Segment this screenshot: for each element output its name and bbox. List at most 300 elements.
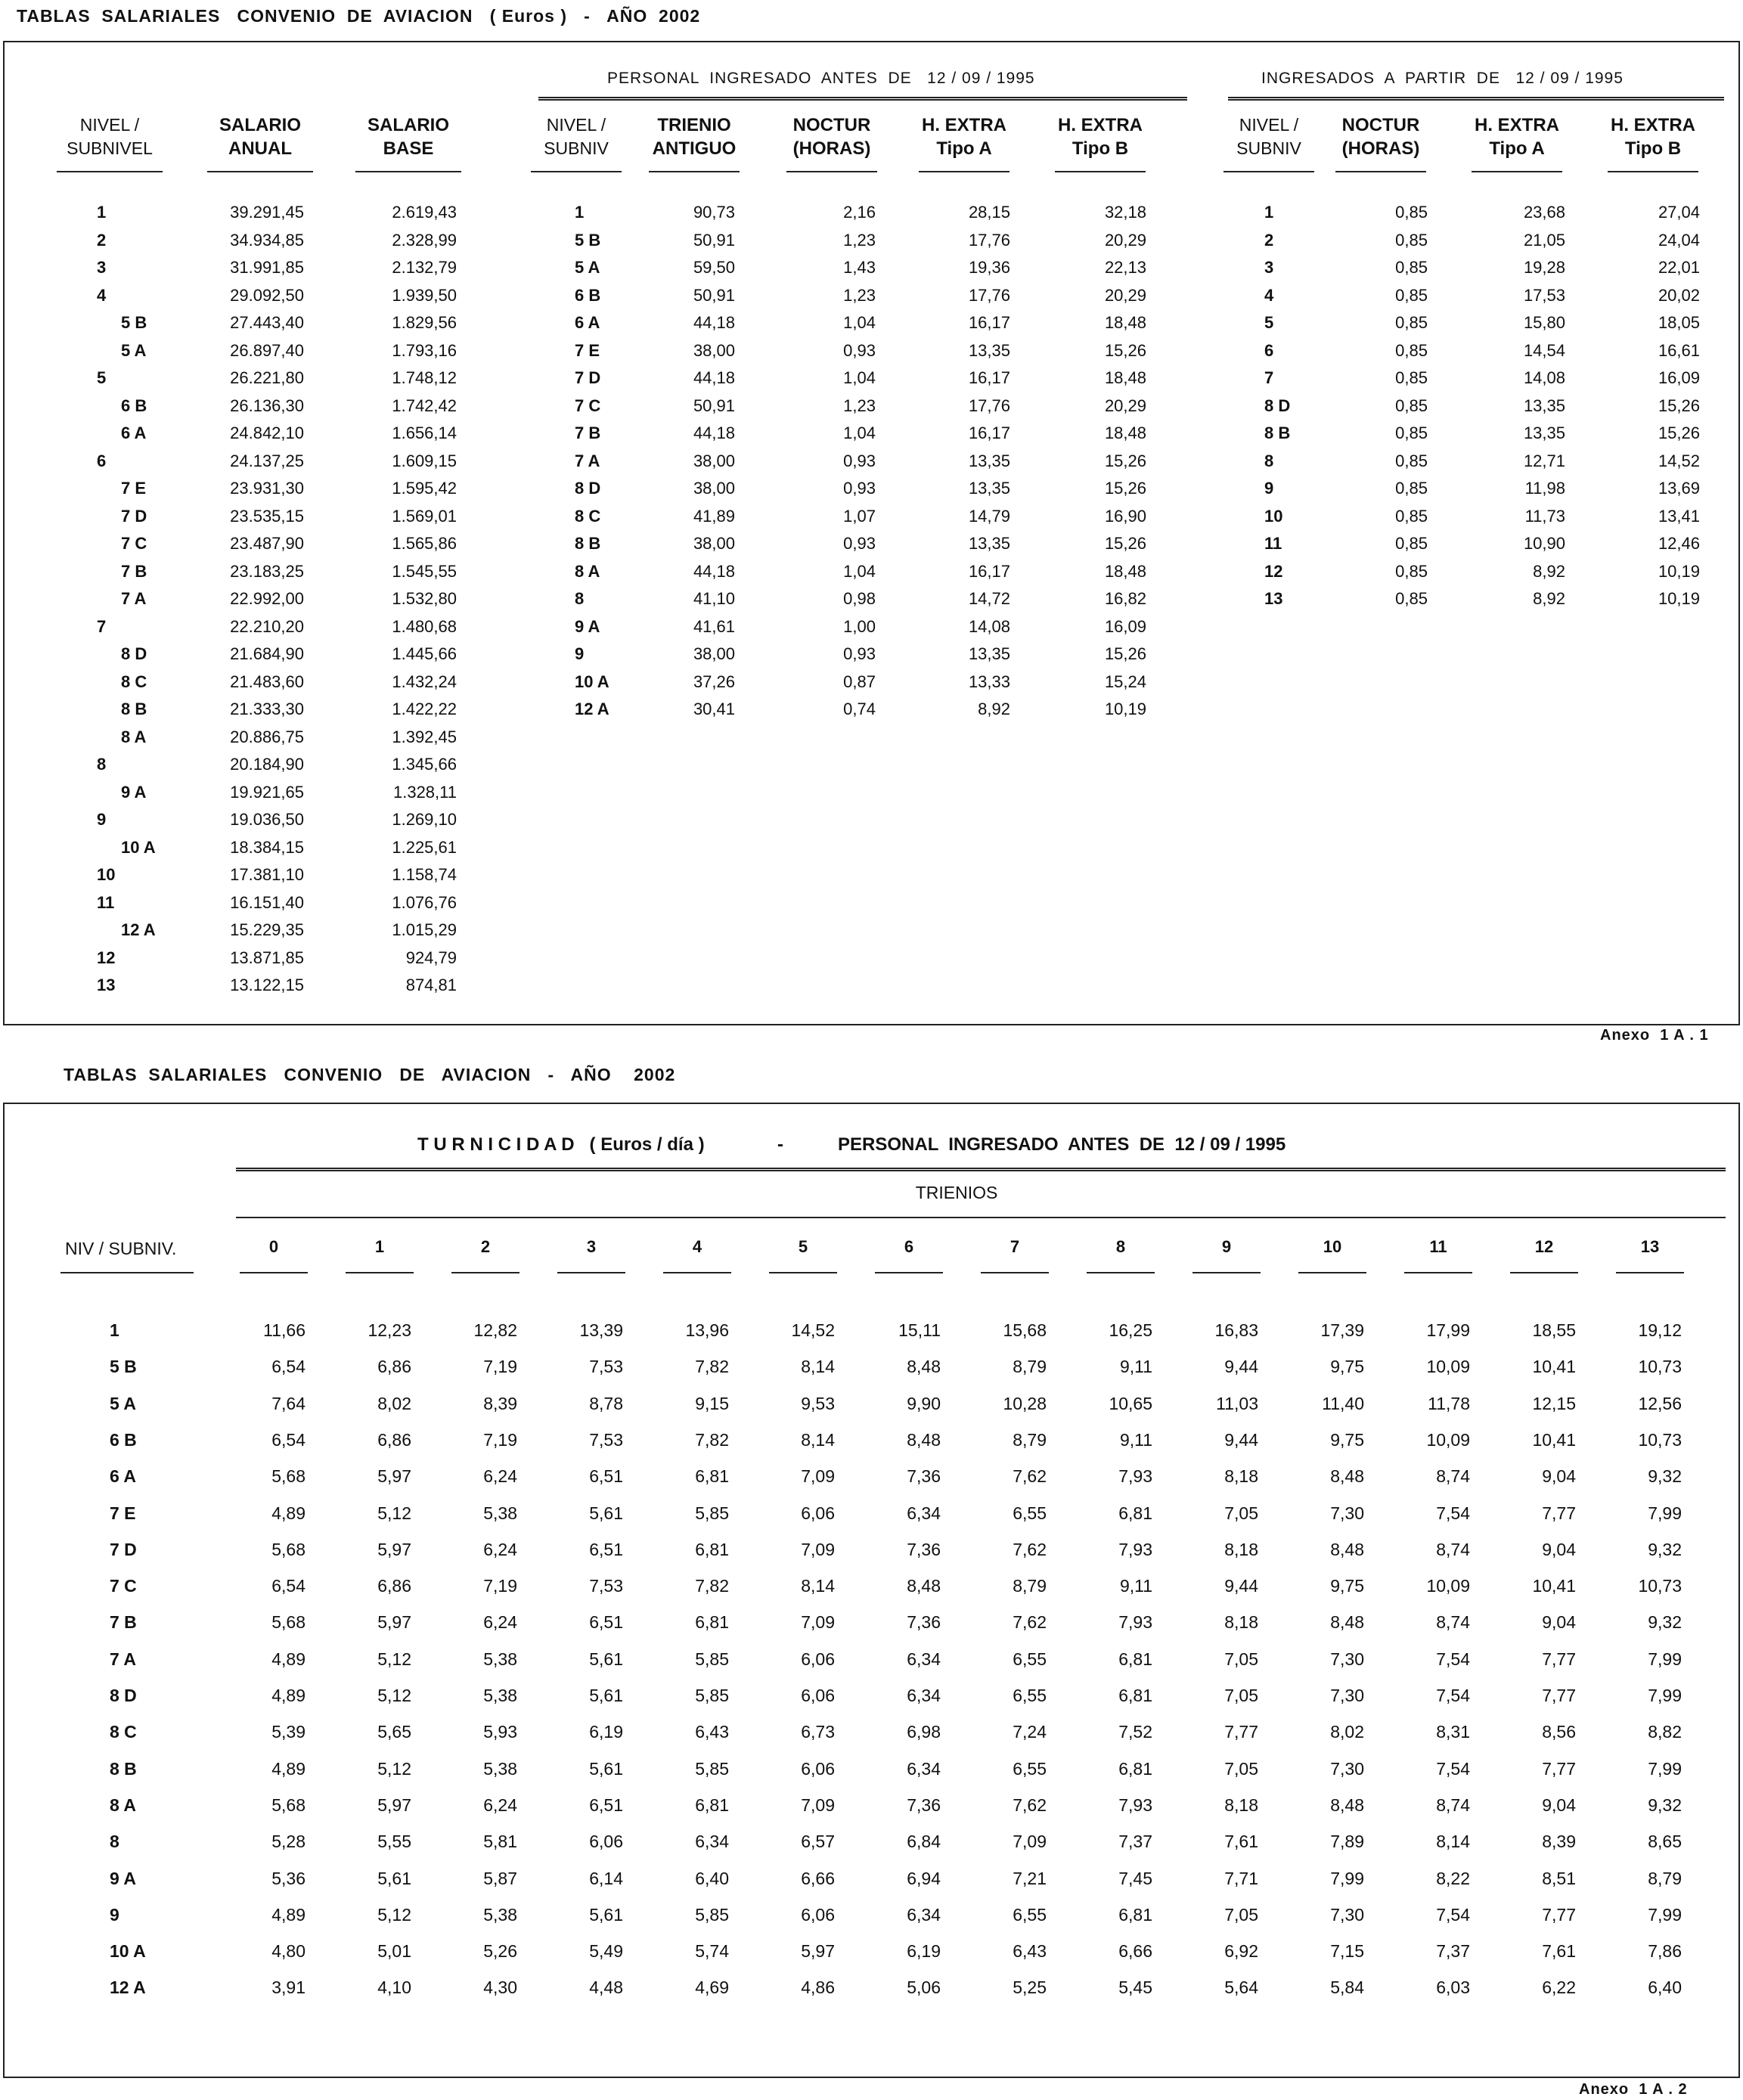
mid-row-noctur: 0,98 — [843, 589, 876, 608]
t2-cell: 5,87 — [483, 1869, 517, 1888]
right-row-noctur: 0,85 — [1395, 368, 1428, 387]
trienio-col-5: 5 — [798, 1237, 808, 1256]
t2-cell: 11,78 — [1428, 1394, 1470, 1413]
left-row-level: 7 — [97, 617, 107, 636]
mid-row-level: 8 D — [575, 479, 601, 498]
t2-cell: 12,15 — [1532, 1394, 1576, 1413]
trienio-col-rule — [1404, 1272, 1472, 1273]
mid-header-2-line1: NOCTUR — [792, 115, 871, 135]
right-row-extra-a: 11,73 — [1524, 507, 1565, 526]
mid-row-noctur: 2,16 — [843, 203, 876, 222]
t2-cell: 7,62 — [1013, 1612, 1047, 1632]
left-row-level: 1 — [97, 203, 107, 222]
left-row-level: 2 — [97, 231, 107, 250]
right-header-1-line2: (HORAS) — [1341, 138, 1420, 159]
t2-cell: 7,54 — [1436, 1905, 1470, 1925]
t2-cell: 6,54 — [271, 1357, 305, 1376]
t2-cell: 4,89 — [271, 1759, 305, 1779]
t2-cell: 5,06 — [907, 1977, 941, 1997]
left-row-base: 1.015,29 — [392, 920, 457, 939]
t2-cell: 7,82 — [695, 1576, 729, 1596]
t2-cell: 5,12 — [377, 1905, 411, 1925]
t2-cell: 5,61 — [589, 1759, 623, 1779]
t2-cell: 5,38 — [483, 1686, 517, 1705]
mid-row-trienio: 44,18 — [693, 562, 735, 581]
t2-cell: 6,66 — [1118, 1941, 1152, 1961]
t2-cell: 5,38 — [483, 1649, 517, 1669]
t2-heading-rule — [236, 1168, 1726, 1171]
t2-heading-personal: PERSONAL INGRESADO ANTES DE 12 / 09 / 1995 — [838, 1134, 1286, 1155]
trienio-col-4: 4 — [692, 1237, 702, 1256]
mid-row-trienio: 41,89 — [693, 507, 735, 526]
trienio-col-8: 8 — [1115, 1237, 1126, 1256]
mid-row-extra-b: 15,26 — [1104, 644, 1146, 663]
t2-cell: 8,02 — [1330, 1722, 1364, 1742]
mid-row-extra-a: 16,17 — [968, 562, 1010, 581]
t2-cell: 16,83 — [1214, 1320, 1258, 1340]
t2-row-label: 8 A — [110, 1795, 136, 1815]
t2-cell: 7,77 — [1542, 1503, 1576, 1523]
mid-row-level: 9 A — [575, 617, 600, 636]
t2-cell: 7,30 — [1330, 1649, 1364, 1669]
t2-cell: 5,74 — [695, 1941, 729, 1961]
t2-cell: 9,44 — [1224, 1576, 1258, 1596]
t2-cell: 7,62 — [1013, 1795, 1047, 1815]
left-row-base: 1.225,61 — [392, 838, 457, 857]
mid-row-extra-b: 15,26 — [1104, 451, 1146, 470]
trienio-col-rule — [1192, 1272, 1261, 1273]
t2-cell: 6,81 — [695, 1612, 729, 1632]
t2-cell: 7,30 — [1330, 1686, 1364, 1705]
t2-row-label: 1 — [110, 1320, 119, 1340]
t2-cell: 6,34 — [907, 1503, 941, 1523]
trienio-col-2: 2 — [480, 1237, 491, 1256]
t2-cell: 7,82 — [695, 1357, 729, 1376]
mid-row-extra-a: 13,35 — [968, 644, 1010, 663]
t2-cell: 7,36 — [907, 1466, 941, 1486]
t2-cell: 6,06 — [801, 1905, 835, 1925]
left-row-annual: 20.184,90 — [230, 755, 304, 774]
left-row-annual: 23.931,30 — [230, 479, 304, 498]
left-row-level: 12 — [97, 948, 116, 967]
left-row-annual: 21.684,90 — [230, 644, 304, 663]
t2-cell: 8,51 — [1542, 1869, 1576, 1888]
left-row-base: 1.748,12 — [392, 368, 457, 387]
t2-cell: 6,55 — [1013, 1686, 1047, 1705]
mid-row-noctur: 0,93 — [843, 644, 876, 663]
mid-header-1-line1: TRIENIO — [657, 115, 731, 135]
table2-annex: Anexo 1 A . 2 — [1579, 2081, 1688, 2098]
t2-cell: 7,54 — [1436, 1759, 1470, 1779]
left-row-annual: 17.381,10 — [230, 865, 304, 884]
t2-cell: 5,97 — [801, 1941, 835, 1961]
t2-cell: 9,04 — [1542, 1466, 1576, 1486]
left-row-level: 4 — [97, 286, 107, 305]
t2-cell: 9,32 — [1648, 1466, 1682, 1486]
left-header-2-line1: SALARIO — [368, 115, 449, 135]
mid-header-1-line2: ANTIGUO — [652, 138, 737, 159]
right-row-extra-b: 13,41 — [1658, 507, 1700, 526]
t2-cell: 6,66 — [801, 1869, 835, 1888]
t2-cell: 10,09 — [1426, 1357, 1470, 1376]
left-row-annual: 23.535,15 — [230, 507, 304, 526]
right-row-extra-b: 10,19 — [1658, 562, 1700, 581]
t2-cell: 7,61 — [1224, 1832, 1258, 1851]
t2-cell: 6,51 — [589, 1612, 623, 1632]
t2-cell: 5,38 — [483, 1503, 517, 1523]
right-row-extra-a: 10,90 — [1523, 534, 1565, 553]
t2-cell: 5,26 — [483, 1941, 517, 1961]
t2-cell: 6,34 — [907, 1759, 941, 1779]
left-row-base: 1.158,74 — [392, 865, 457, 884]
t2-cell: 7,99 — [1648, 1905, 1682, 1925]
mid-row-trienio: 38,00 — [693, 341, 735, 360]
t2-cell: 5,01 — [377, 1941, 411, 1961]
right-header-3-rule — [1608, 171, 1698, 172]
t2-cell: 10,09 — [1426, 1430, 1470, 1450]
left-row-annual: 13.871,85 — [230, 948, 304, 967]
t2-cell: 8,14 — [801, 1357, 835, 1376]
t2-cell: 6,92 — [1224, 1941, 1258, 1961]
right-group-heading: INGRESADOS A PARTIR DE 12 / 09 / 1995 — [1261, 70, 1624, 87]
mid-row-trienio: 37,26 — [693, 672, 735, 691]
mid-row-trienio: 59,50 — [693, 258, 735, 277]
t2-cell: 5,12 — [377, 1759, 411, 1779]
t2-cell: 8,48 — [907, 1576, 941, 1596]
t2-cell: 4,10 — [377, 1977, 411, 1997]
mid-header-4-rule — [1055, 171, 1146, 172]
t2-cell: 7,77 — [1542, 1905, 1576, 1925]
right-row-extra-b: 24,04 — [1658, 231, 1700, 250]
mid-row-extra-a: 16,17 — [968, 423, 1010, 442]
t2-cell: 5,97 — [377, 1612, 411, 1632]
mid-row-extra-a: 16,17 — [968, 368, 1010, 387]
t2-row-label: 8 C — [110, 1722, 137, 1742]
t2-cell: 5,97 — [377, 1795, 411, 1815]
right-row-extra-b: 20,02 — [1658, 286, 1700, 305]
t2-cell: 11,40 — [1322, 1394, 1364, 1413]
t2-cell: 5,85 — [695, 1686, 729, 1705]
mid-header-0-line1: NIVEL / — [546, 115, 606, 135]
trienio-col-1: 1 — [374, 1237, 385, 1256]
left-row-base: 924,79 — [405, 948, 457, 967]
left-row-level: 8 — [97, 755, 107, 774]
t2-cell: 6,81 — [1118, 1759, 1152, 1779]
t2-cell: 9,11 — [1119, 1430, 1152, 1450]
right-row-noctur: 0,85 — [1395, 562, 1428, 581]
mid-group-heading: PERSONAL INGRESADO ANTES DE 12 / 09 / 1995 — [607, 70, 1035, 87]
mid-row-extra-a: 14,08 — [968, 617, 1010, 636]
mid-row-extra-a: 8,92 — [978, 699, 1010, 718]
t2-row-header-rule — [60, 1272, 194, 1273]
t2-cell: 7,71 — [1224, 1869, 1258, 1888]
t2-cell: 6,40 — [695, 1869, 729, 1888]
mid-row-extra-b: 32,18 — [1104, 203, 1146, 222]
left-row-base: 1.565,86 — [392, 534, 457, 553]
mid-header-2-rule — [786, 171, 877, 172]
t2-cell: 7,93 — [1118, 1466, 1152, 1486]
mid-row-level: 8 B — [575, 534, 601, 553]
left-row-level: 9 — [97, 810, 107, 829]
t2-cell: 7,05 — [1224, 1649, 1258, 1669]
left-row-base: 2.132,79 — [392, 258, 457, 277]
right-row-level: 8 B — [1264, 423, 1291, 442]
mid-row-noctur: 1,43 — [843, 258, 876, 277]
left-row-base: 1.742,42 — [392, 396, 457, 415]
mid-row-noctur: 1,04 — [843, 313, 876, 332]
t2-cell: 7,09 — [801, 1466, 835, 1486]
t2-row-label: 9 A — [110, 1869, 136, 1888]
mid-row-extra-a: 17,76 — [968, 396, 1010, 415]
trienio-col-11: 11 — [1429, 1237, 1447, 1256]
t2-cell: 6,24 — [483, 1466, 517, 1486]
t2-cell: 6,55 — [1013, 1905, 1047, 1925]
t2-cell: 8,79 — [1013, 1357, 1047, 1376]
mid-header-3-line2: Tipo A — [936, 138, 992, 159]
left-row-level: 11 — [97, 893, 115, 912]
mid-row-extra-a: 17,76 — [968, 231, 1010, 250]
t2-cell: 8,74 — [1436, 1540, 1470, 1559]
t2-cell: 6,34 — [695, 1832, 729, 1851]
t2-cell: 10,73 — [1638, 1357, 1682, 1376]
t2-cell: 8,48 — [907, 1430, 941, 1450]
t2-cell: 13,39 — [579, 1320, 623, 1340]
right-row-extra-a: 15,80 — [1523, 313, 1565, 332]
t2-cell: 8,74 — [1436, 1612, 1470, 1632]
t2-cell: 6,94 — [907, 1869, 941, 1888]
mid-row-trienio: 30,41 — [693, 699, 735, 718]
mid-row-noctur: 1,07 — [843, 507, 876, 526]
t2-row-label: 9 — [110, 1905, 119, 1925]
mid-header-4-line2: Tipo B — [1072, 138, 1129, 159]
mid-row-level: 12 A — [575, 699, 609, 718]
t2-cell: 4,86 — [801, 1977, 835, 1997]
t2-cell: 5,39 — [271, 1722, 305, 1742]
t2-cell: 6,81 — [1118, 1686, 1152, 1705]
t2-cell: 6,51 — [589, 1540, 623, 1559]
t2-cell: 18,55 — [1532, 1320, 1576, 1340]
mid-row-extra-a: 13,35 — [968, 534, 1010, 553]
t2-cell: 7,77 — [1224, 1722, 1258, 1742]
trienio-col-rule — [451, 1272, 519, 1273]
t2-cell: 4,69 — [695, 1977, 729, 1997]
mid-row-extra-a: 17,76 — [968, 286, 1010, 305]
mid-row-trienio: 41,10 — [693, 589, 735, 608]
t2-cell: 9,75 — [1330, 1430, 1364, 1450]
t2-cell: 9,04 — [1542, 1540, 1576, 1559]
right-row-extra-b: 27,04 — [1658, 203, 1700, 222]
t2-cell: 8,48 — [1330, 1540, 1364, 1559]
t2-cell: 7,05 — [1224, 1905, 1258, 1925]
left-header-1-line1: SALARIO — [219, 115, 301, 135]
right-row-level: 12 — [1264, 562, 1283, 581]
left-row-base: 2.328,99 — [392, 231, 457, 250]
mid-row-noctur: 0,87 — [843, 672, 876, 691]
left-row-level: 12 A — [121, 920, 156, 939]
t2-cell: 6,06 — [801, 1649, 835, 1669]
t2-trienios-label: TRIENIOS — [915, 1183, 998, 1202]
t2-cell: 7,54 — [1436, 1686, 1470, 1705]
t2-cell: 8,18 — [1224, 1466, 1258, 1486]
t2-heading-dash: - — [777, 1134, 783, 1155]
mid-row-level: 7 C — [575, 396, 601, 415]
trienio-col-rule — [1298, 1272, 1366, 1273]
right-row-level: 9 — [1264, 479, 1274, 498]
left-row-base: 1.532,80 — [392, 589, 457, 608]
trienio-col-0: 0 — [268, 1237, 279, 1256]
t2-cell: 5,12 — [377, 1503, 411, 1523]
left-row-annual: 21.483,60 — [230, 672, 304, 691]
left-header-0-line1: NIVEL / — [79, 115, 140, 135]
trienio-col-rule — [1616, 1272, 1684, 1273]
left-row-base: 1.480,68 — [392, 617, 457, 636]
t2-row-label: 10 A — [110, 1941, 146, 1961]
t2-cell: 11,03 — [1216, 1394, 1258, 1413]
mid-row-noctur: 0,93 — [843, 341, 876, 360]
right-row-extra-a: 21,05 — [1523, 231, 1565, 250]
right-row-extra-a: 11,98 — [1524, 479, 1565, 498]
t2-cell: 4,89 — [271, 1649, 305, 1669]
left-row-annual: 29.092,50 — [230, 286, 304, 305]
left-row-level: 7 A — [121, 589, 147, 608]
left-row-annual: 21.333,30 — [230, 699, 304, 718]
t2-cell: 8,39 — [483, 1394, 517, 1413]
t2-cell: 3,91 — [271, 1977, 305, 1997]
t2-cell: 7,99 — [1648, 1503, 1682, 1523]
right-row-extra-b: 10,19 — [1658, 589, 1700, 608]
t2-cell: 17,99 — [1426, 1320, 1470, 1340]
t2-cell: 7,99 — [1648, 1649, 1682, 1669]
right-header-2-line1: H. EXTRA — [1474, 115, 1559, 135]
left-row-annual: 19.921,65 — [230, 783, 304, 802]
right-row-extra-a: 23,68 — [1523, 203, 1565, 222]
t2-cell: 6,06 — [589, 1832, 623, 1851]
t2-cell: 8,14 — [1436, 1832, 1470, 1851]
t2-cell: 9,75 — [1330, 1357, 1364, 1376]
t2-cell: 10,73 — [1638, 1576, 1682, 1596]
right-row-extra-a: 14,08 — [1523, 368, 1565, 387]
t2-cell: 5,84 — [1330, 1977, 1364, 1997]
mid-row-trienio: 38,00 — [693, 644, 735, 663]
left-row-base: 1.392,45 — [392, 727, 457, 746]
right-row-level: 11 — [1264, 534, 1282, 553]
t2-cell: 7,82 — [695, 1430, 729, 1450]
t2-cell: 5,61 — [377, 1869, 411, 1888]
t2-cell: 10,41 — [1532, 1576, 1576, 1596]
left-header-1-rule — [207, 171, 313, 172]
t2-cell: 8,78 — [589, 1394, 623, 1413]
mid-row-extra-a: 13,35 — [968, 341, 1010, 360]
right-row-extra-b: 14,52 — [1658, 451, 1700, 470]
t2-cell: 6,43 — [695, 1722, 729, 1742]
t2-cell: 8,48 — [1330, 1795, 1364, 1815]
t2-cell: 6,06 — [801, 1503, 835, 1523]
t2-cell: 15,11 — [898, 1320, 941, 1340]
left-row-annual: 26.136,30 — [230, 396, 304, 415]
t2-cell: 9,75 — [1330, 1576, 1364, 1596]
mid-row-trienio: 50,91 — [693, 396, 735, 415]
left-row-level: 8 B — [121, 699, 147, 718]
t2-cell: 9,32 — [1648, 1795, 1682, 1815]
mid-row-extra-b: 16,90 — [1104, 507, 1146, 526]
mid-row-extra-b: 18,48 — [1104, 562, 1146, 581]
mid-row-level: 9 — [575, 644, 585, 663]
t2-cell: 7,36 — [907, 1612, 941, 1632]
trienio-col-rule — [346, 1272, 414, 1273]
right-row-extra-b: 18,05 — [1658, 313, 1700, 332]
mid-row-extra-b: 10,19 — [1104, 699, 1146, 718]
t2-cell: 6,86 — [377, 1430, 411, 1450]
t2-cell: 5,68 — [271, 1795, 305, 1815]
left-row-level: 8 C — [121, 672, 147, 691]
mid-row-noctur: 1,23 — [843, 396, 876, 415]
t2-cell: 16,25 — [1109, 1320, 1152, 1340]
trienio-col-rule — [1510, 1272, 1578, 1273]
trienio-col-3: 3 — [586, 1237, 597, 1256]
t2-row-label: 7 C — [110, 1576, 137, 1596]
mid-row-trienio: 90,73 — [693, 203, 735, 222]
left-row-annual: 15.229,35 — [230, 920, 304, 939]
right-row-extra-b: 16,09 — [1658, 368, 1700, 387]
t2-cell: 19,12 — [1638, 1320, 1682, 1340]
left-row-base: 1.432,24 — [392, 672, 457, 691]
t2-row-label: 6 B — [110, 1430, 137, 1450]
t2-cell: 13,96 — [685, 1320, 729, 1340]
t2-cell: 6,81 — [695, 1466, 729, 1486]
t2-cell: 7,62 — [1013, 1466, 1047, 1486]
t2-cell: 6,81 — [695, 1795, 729, 1815]
right-row-extra-b: 15,26 — [1658, 423, 1700, 442]
t2-cell: 7,05 — [1224, 1686, 1258, 1705]
t2-cell: 6,55 — [1013, 1649, 1047, 1669]
t2-cell: 5,97 — [377, 1540, 411, 1559]
table1-frame — [3, 41, 1740, 1025]
table2-frame — [3, 1103, 1740, 2078]
mid-row-level: 5 B — [575, 231, 601, 250]
right-row-noctur: 0,85 — [1395, 231, 1428, 250]
right-header-1-rule — [1335, 171, 1426, 172]
mid-row-level: 10 A — [575, 672, 609, 691]
t2-cell: 6,34 — [907, 1686, 941, 1705]
t2-cell: 7,99 — [1648, 1759, 1682, 1779]
left-row-level: 6 A — [121, 423, 147, 442]
t2-cell: 8,65 — [1648, 1832, 1682, 1851]
mid-row-level: 7 E — [575, 341, 600, 360]
left-row-level: 6 B — [121, 396, 147, 415]
t2-heading-turnicidad: T U R N I C I D A D ( Euros / día ) — [417, 1134, 705, 1155]
t2-cell: 6,51 — [589, 1466, 623, 1486]
t2-cell: 14,52 — [791, 1320, 835, 1340]
t2-cell: 7,21 — [1013, 1869, 1047, 1888]
t2-cell: 9,11 — [1119, 1576, 1152, 1596]
right-row-level: 13 — [1264, 589, 1283, 608]
left-header-2-line2: BASE — [383, 138, 434, 159]
t2-cell: 9,44 — [1224, 1430, 1258, 1450]
mid-row-extra-b: 20,29 — [1104, 286, 1146, 305]
t2-cell: 15,68 — [1003, 1320, 1047, 1340]
mid-row-noctur: 0,93 — [843, 534, 876, 553]
left-row-level: 7 C — [121, 534, 147, 553]
t2-cell: 7,54 — [1436, 1649, 1470, 1669]
trienio-col-rule — [663, 1272, 731, 1273]
mid-group-rule — [538, 97, 1187, 101]
right-row-noctur: 0,85 — [1395, 203, 1428, 222]
left-row-level: 7 B — [121, 562, 147, 581]
t2-cell: 8,82 — [1648, 1722, 1682, 1742]
left-row-annual: 23.487,90 — [230, 534, 304, 553]
left-row-annual: 22.210,20 — [230, 617, 304, 636]
mid-row-trienio: 50,91 — [693, 231, 735, 250]
